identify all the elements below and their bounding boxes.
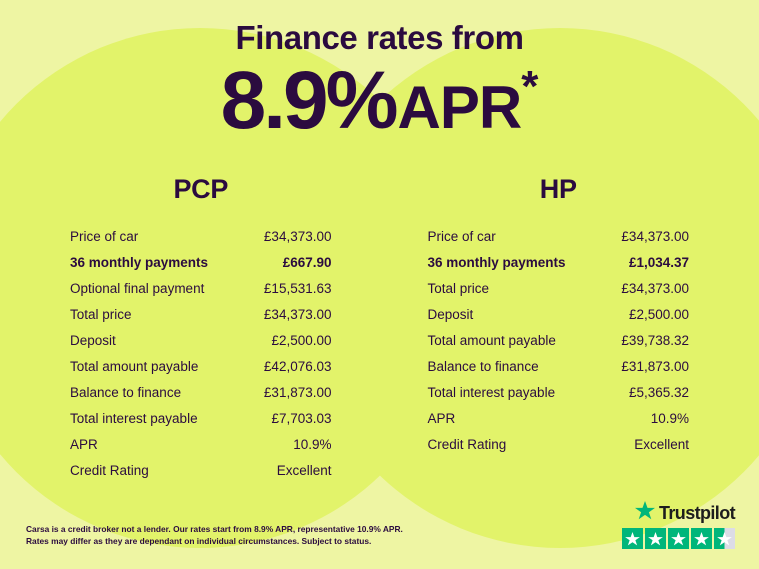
row-label: Balance to finance <box>70 384 182 400</box>
row-value: £667.90 <box>282 254 332 270</box>
table-row <box>428 249 690 275</box>
table-row <box>428 223 690 249</box>
row-value: £2,500.00 <box>271 332 332 348</box>
table-row <box>70 249 332 275</box>
row-value: 10.9% <box>293 436 332 452</box>
table-row <box>428 301 690 327</box>
headline-rate-unit: APR <box>397 74 522 142</box>
row-label: Total interest payable <box>427 384 556 400</box>
row-value: £34,373.00 <box>621 280 689 296</box>
headline-rate <box>0 55 759 147</box>
page-title: Finance rates from <box>235 19 524 56</box>
star-icon <box>691 528 712 549</box>
table-row <box>70 431 332 457</box>
table-row <box>428 431 690 457</box>
table-row <box>70 379 332 405</box>
row-value: £34,373.00 <box>621 228 689 244</box>
trustpilot-logo <box>617 501 735 525</box>
row-label: APR <box>427 410 456 426</box>
half-star-icon <box>714 528 735 549</box>
row-label: Credit Rating <box>70 462 149 478</box>
row-label: Optional final payment <box>70 280 205 296</box>
table-row <box>70 353 332 379</box>
table-row <box>428 379 690 405</box>
row-label: 36 monthly payments <box>427 254 566 270</box>
finance-tables <box>0 174 759 483</box>
table-row <box>428 327 690 353</box>
row-value: £2,500.00 <box>628 306 689 322</box>
table-row <box>70 275 332 301</box>
row-value: £34,373.00 <box>263 306 332 322</box>
finance-table-pcp-title: PCP <box>173 174 229 205</box>
trustpilot-stars <box>617 528 735 549</box>
finance-table-pcp <box>22 174 380 483</box>
row-value: £34,373.00 <box>263 228 332 244</box>
disclaimer-text: Carsa is a credit broker not a lender. Our rates start from 8.9% APR, representative 10.9% APR. Rates may differ as they are dependant on individual circumstances. Subject to status. <box>26 523 403 546</box>
row-value: Excellent <box>276 462 332 478</box>
row-label: Price of car <box>427 228 496 244</box>
row-label: Total interest payable <box>70 410 198 426</box>
table-row <box>428 353 690 379</box>
star-icon <box>645 528 666 549</box>
finance-table-hp-title: HP <box>539 174 577 205</box>
table-row <box>70 301 332 327</box>
table-row <box>70 223 332 249</box>
table-row <box>70 327 332 353</box>
row-label: Price of car <box>70 228 139 244</box>
row-value: £31,873.00 <box>621 358 689 374</box>
row-value: 10.9% <box>650 410 689 426</box>
headline-rate-asterisk: * <box>521 62 539 112</box>
row-value: £7,703.03 <box>271 410 332 426</box>
row-value: £39,738.32 <box>621 332 689 348</box>
star-icon <box>668 528 689 549</box>
row-label: Total amount payable <box>427 332 556 348</box>
footer <box>0 497 759 569</box>
trustpilot-rating <box>617 501 735 549</box>
row-value: Excellent <box>634 436 689 452</box>
headline-rate-number: 8.9% <box>220 55 396 147</box>
row-label: Credit Rating <box>427 436 507 452</box>
row-label: Total amount payable <box>70 358 199 374</box>
row-value: £15,531.63 <box>263 280 332 296</box>
row-label: Deposit <box>427 306 474 322</box>
table-row <box>428 275 690 301</box>
row-value: £1,034.37 <box>628 254 689 270</box>
row-label: Balance to finance <box>427 358 539 374</box>
row-label: APR <box>70 436 98 452</box>
row-label: Total price <box>427 280 490 296</box>
trustpilot-star-icon <box>635 501 655 525</box>
row-value: £31,873.00 <box>263 384 332 400</box>
row-value: £42,076.03 <box>263 358 332 374</box>
row-label: Deposit <box>70 332 116 348</box>
finance-table-hp <box>380 174 738 483</box>
trustpilot-wordmark: Trustpilot <box>659 502 735 523</box>
table-row <box>70 405 332 431</box>
table-row <box>70 457 332 483</box>
table-row <box>428 405 690 431</box>
row-label: 36 monthly payments <box>70 254 209 270</box>
star-icon <box>622 528 643 549</box>
row-value: £5,365.32 <box>628 384 689 400</box>
row-label: Total price <box>70 306 132 322</box>
